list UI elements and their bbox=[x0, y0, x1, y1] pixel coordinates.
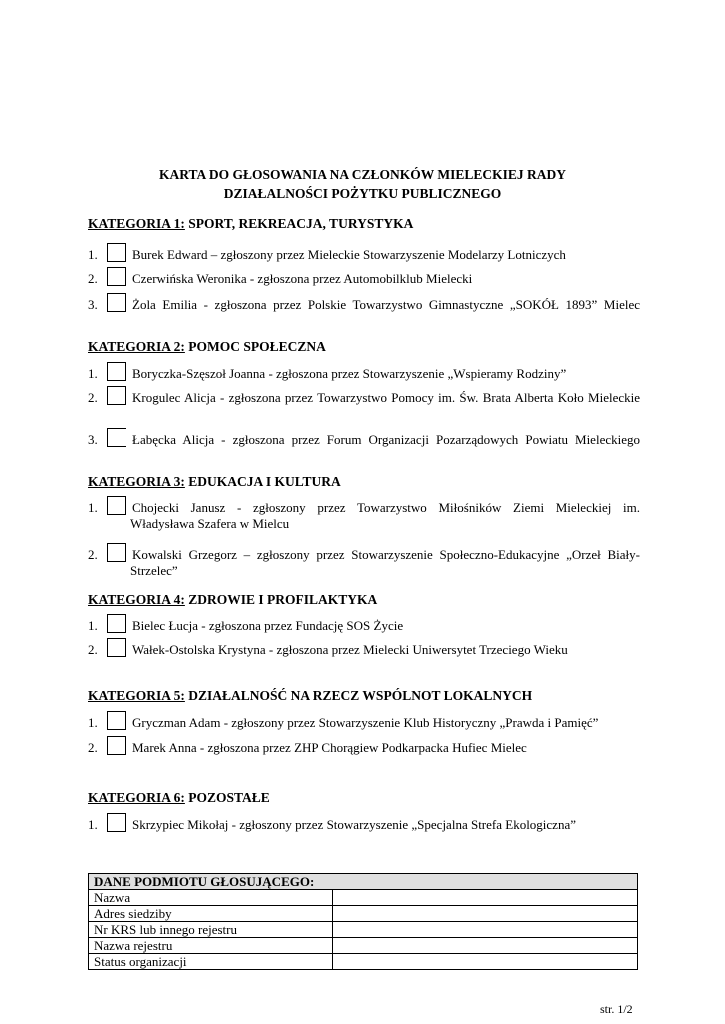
category-label: KATEGORIA 3: bbox=[88, 474, 185, 489]
candidate-text: Wałek-Ostolska Krystyna - zgłoszona przez Mielecki Uniwersytet Trzeciego Wieku bbox=[132, 642, 568, 657]
item-number: 2. bbox=[88, 271, 98, 286]
voter-field-label: Adres siedziby bbox=[89, 906, 333, 922]
ballot-title-line-2: DZIAŁALNOŚCI POŻYTKU PUBLICZNEGO bbox=[223, 186, 502, 201]
vote-checkbox[interactable] bbox=[107, 362, 126, 381]
category-6-heading bbox=[88, 790, 270, 806]
vote-checkbox[interactable] bbox=[107, 638, 126, 657]
vote-checkbox[interactable] bbox=[107, 543, 126, 562]
vote-checkbox[interactable] bbox=[107, 736, 126, 755]
item-number: 2. bbox=[88, 740, 98, 755]
vote-checkbox[interactable] bbox=[107, 813, 126, 832]
category-5-heading bbox=[88, 688, 532, 704]
candidate-text: Burek Edward – zgłoszony przez Mieleckie Stowarzyszenie Modelarzy Lotniczych bbox=[132, 247, 566, 262]
vote-checkbox[interactable] bbox=[107, 293, 126, 312]
candidate-text: Żola Emilia - zgłoszona przez Polskie Towarzystwo Gimnastyczne „SOKÓŁ 1893” Mielec bbox=[132, 297, 640, 312]
item-number: 1. bbox=[88, 366, 98, 381]
item-number: 1. bbox=[88, 715, 98, 730]
candidate-text: Boryczka-Szęszoł Joanna - zgłoszona przez Stowarzyszenie „Wspieramy Rodziny” bbox=[132, 366, 567, 381]
vote-checkbox[interactable] bbox=[107, 428, 126, 447]
voter-field-value[interactable] bbox=[333, 906, 638, 922]
voter-field-value[interactable] bbox=[333, 938, 638, 954]
item-number: 2. bbox=[88, 642, 98, 657]
candidate-text: Marek Anna - zgłoszona przez ZHP Chorągiew Podkarpacka Hufiec Mielec bbox=[132, 740, 527, 755]
candidate-text-continued: Władysława Szafera w Mielcu bbox=[130, 516, 290, 531]
candidate-text: Łabęcka Alicja - zgłoszona przez Forum Organizacji Pozarządowych Powiatu Mieleckiego bbox=[132, 432, 640, 447]
item-number: 3. bbox=[88, 297, 98, 312]
category-name: POZOSTAŁE bbox=[184, 790, 270, 805]
candidate-text: Chojecki Janusz - zgłoszony przez Towarzystwo Miłośników Ziemi Mieleckiej im. bbox=[132, 500, 640, 515]
voter-field-label: Nazwa rejestru bbox=[89, 938, 333, 954]
item-number: 2. bbox=[88, 390, 98, 405]
category-label: KATEGORIA 6: bbox=[88, 790, 185, 805]
table-row bbox=[89, 938, 638, 954]
category-name: SPORT, REKREACJA, TURYSTYKA bbox=[184, 216, 414, 231]
table-row bbox=[89, 922, 638, 938]
item-number: 1. bbox=[88, 817, 98, 832]
item-number: 1. bbox=[88, 247, 98, 262]
vote-checkbox[interactable] bbox=[107, 386, 126, 405]
voter-field-label: Nazwa bbox=[89, 890, 333, 906]
voter-data-table bbox=[88, 873, 638, 970]
candidate-text: Czerwińska Weronika - zgłoszona przez Automobilklub Mielecki bbox=[132, 271, 473, 286]
ballot-title-line-1: KARTA DO GŁOSOWANIA NA CZŁONKÓW MIELECKIEJ RADY bbox=[158, 167, 567, 182]
table-row bbox=[89, 906, 638, 922]
category-label: KATEGORIA 4: bbox=[88, 592, 185, 607]
table-row bbox=[89, 890, 638, 906]
page-number: str. 1/2 bbox=[600, 1002, 633, 1016]
voter-field-label: Nr KRS lub innego rejestru bbox=[89, 922, 333, 938]
category-name: DZIAŁALNOŚĆ NA RZECZ WSPÓLNOT LOKALNYCH bbox=[184, 688, 533, 703]
category-label: KATEGORIA 5: bbox=[88, 688, 185, 703]
vote-checkbox[interactable] bbox=[107, 711, 126, 730]
category-label: KATEGORIA 1: bbox=[88, 216, 185, 231]
item-number: 1. bbox=[88, 618, 98, 633]
category-2-heading bbox=[88, 339, 326, 355]
candidate-text: Kowalski Grzegorz – zgłoszony przez Stowarzyszenie Społeczno-Edukacyjne „Orzeł Biały- bbox=[132, 547, 640, 562]
candidate-text: Gryczman Adam - zgłoszony przez Stowarzyszenie Klub Historyczny „Prawda i Pamięć” bbox=[132, 715, 599, 730]
category-name: ZDROWIE I PROFILAKTYKA bbox=[184, 592, 378, 607]
category-name: POMOC SPOŁECZNA bbox=[184, 339, 326, 354]
voter-table-header: DANE PODMIOTU GŁOSUJĄCEGO: bbox=[89, 874, 638, 890]
vote-checkbox[interactable] bbox=[107, 496, 126, 515]
category-1-heading bbox=[88, 216, 413, 232]
vote-checkbox[interactable] bbox=[107, 614, 126, 633]
candidate-text: Bielec Łucja - zgłoszona przez Fundację SOS Życie bbox=[132, 618, 404, 633]
category-label: KATEGORIA 2: bbox=[88, 339, 185, 354]
item-number: 1. bbox=[88, 500, 98, 515]
candidate-text: Skrzypiec Mikołaj - zgłoszony przez Stowarzyszenie „Specjalna Strefa Ekologiczna” bbox=[132, 817, 576, 832]
voter-field-value[interactable] bbox=[333, 922, 638, 938]
category-3-heading bbox=[88, 474, 341, 490]
candidate-text-continued: Strzelec” bbox=[130, 563, 178, 578]
candidate-text: Krogulec Alicja - zgłoszona przez Towarzystwo Pomocy im. Św. Brata Alberta Koło Mieleckie bbox=[132, 390, 640, 405]
vote-checkbox[interactable] bbox=[107, 267, 126, 286]
voter-field-value[interactable] bbox=[333, 954, 638, 970]
table-row bbox=[89, 954, 638, 970]
voter-field-label: Status organizacji bbox=[89, 954, 333, 970]
vote-checkbox[interactable] bbox=[107, 243, 126, 262]
category-4-heading bbox=[88, 592, 377, 608]
category-name: EDUKACJA I KULTURA bbox=[184, 474, 341, 489]
voter-field-value[interactable] bbox=[333, 890, 638, 906]
item-number: 2. bbox=[88, 547, 98, 562]
item-number: 3. bbox=[88, 432, 98, 447]
